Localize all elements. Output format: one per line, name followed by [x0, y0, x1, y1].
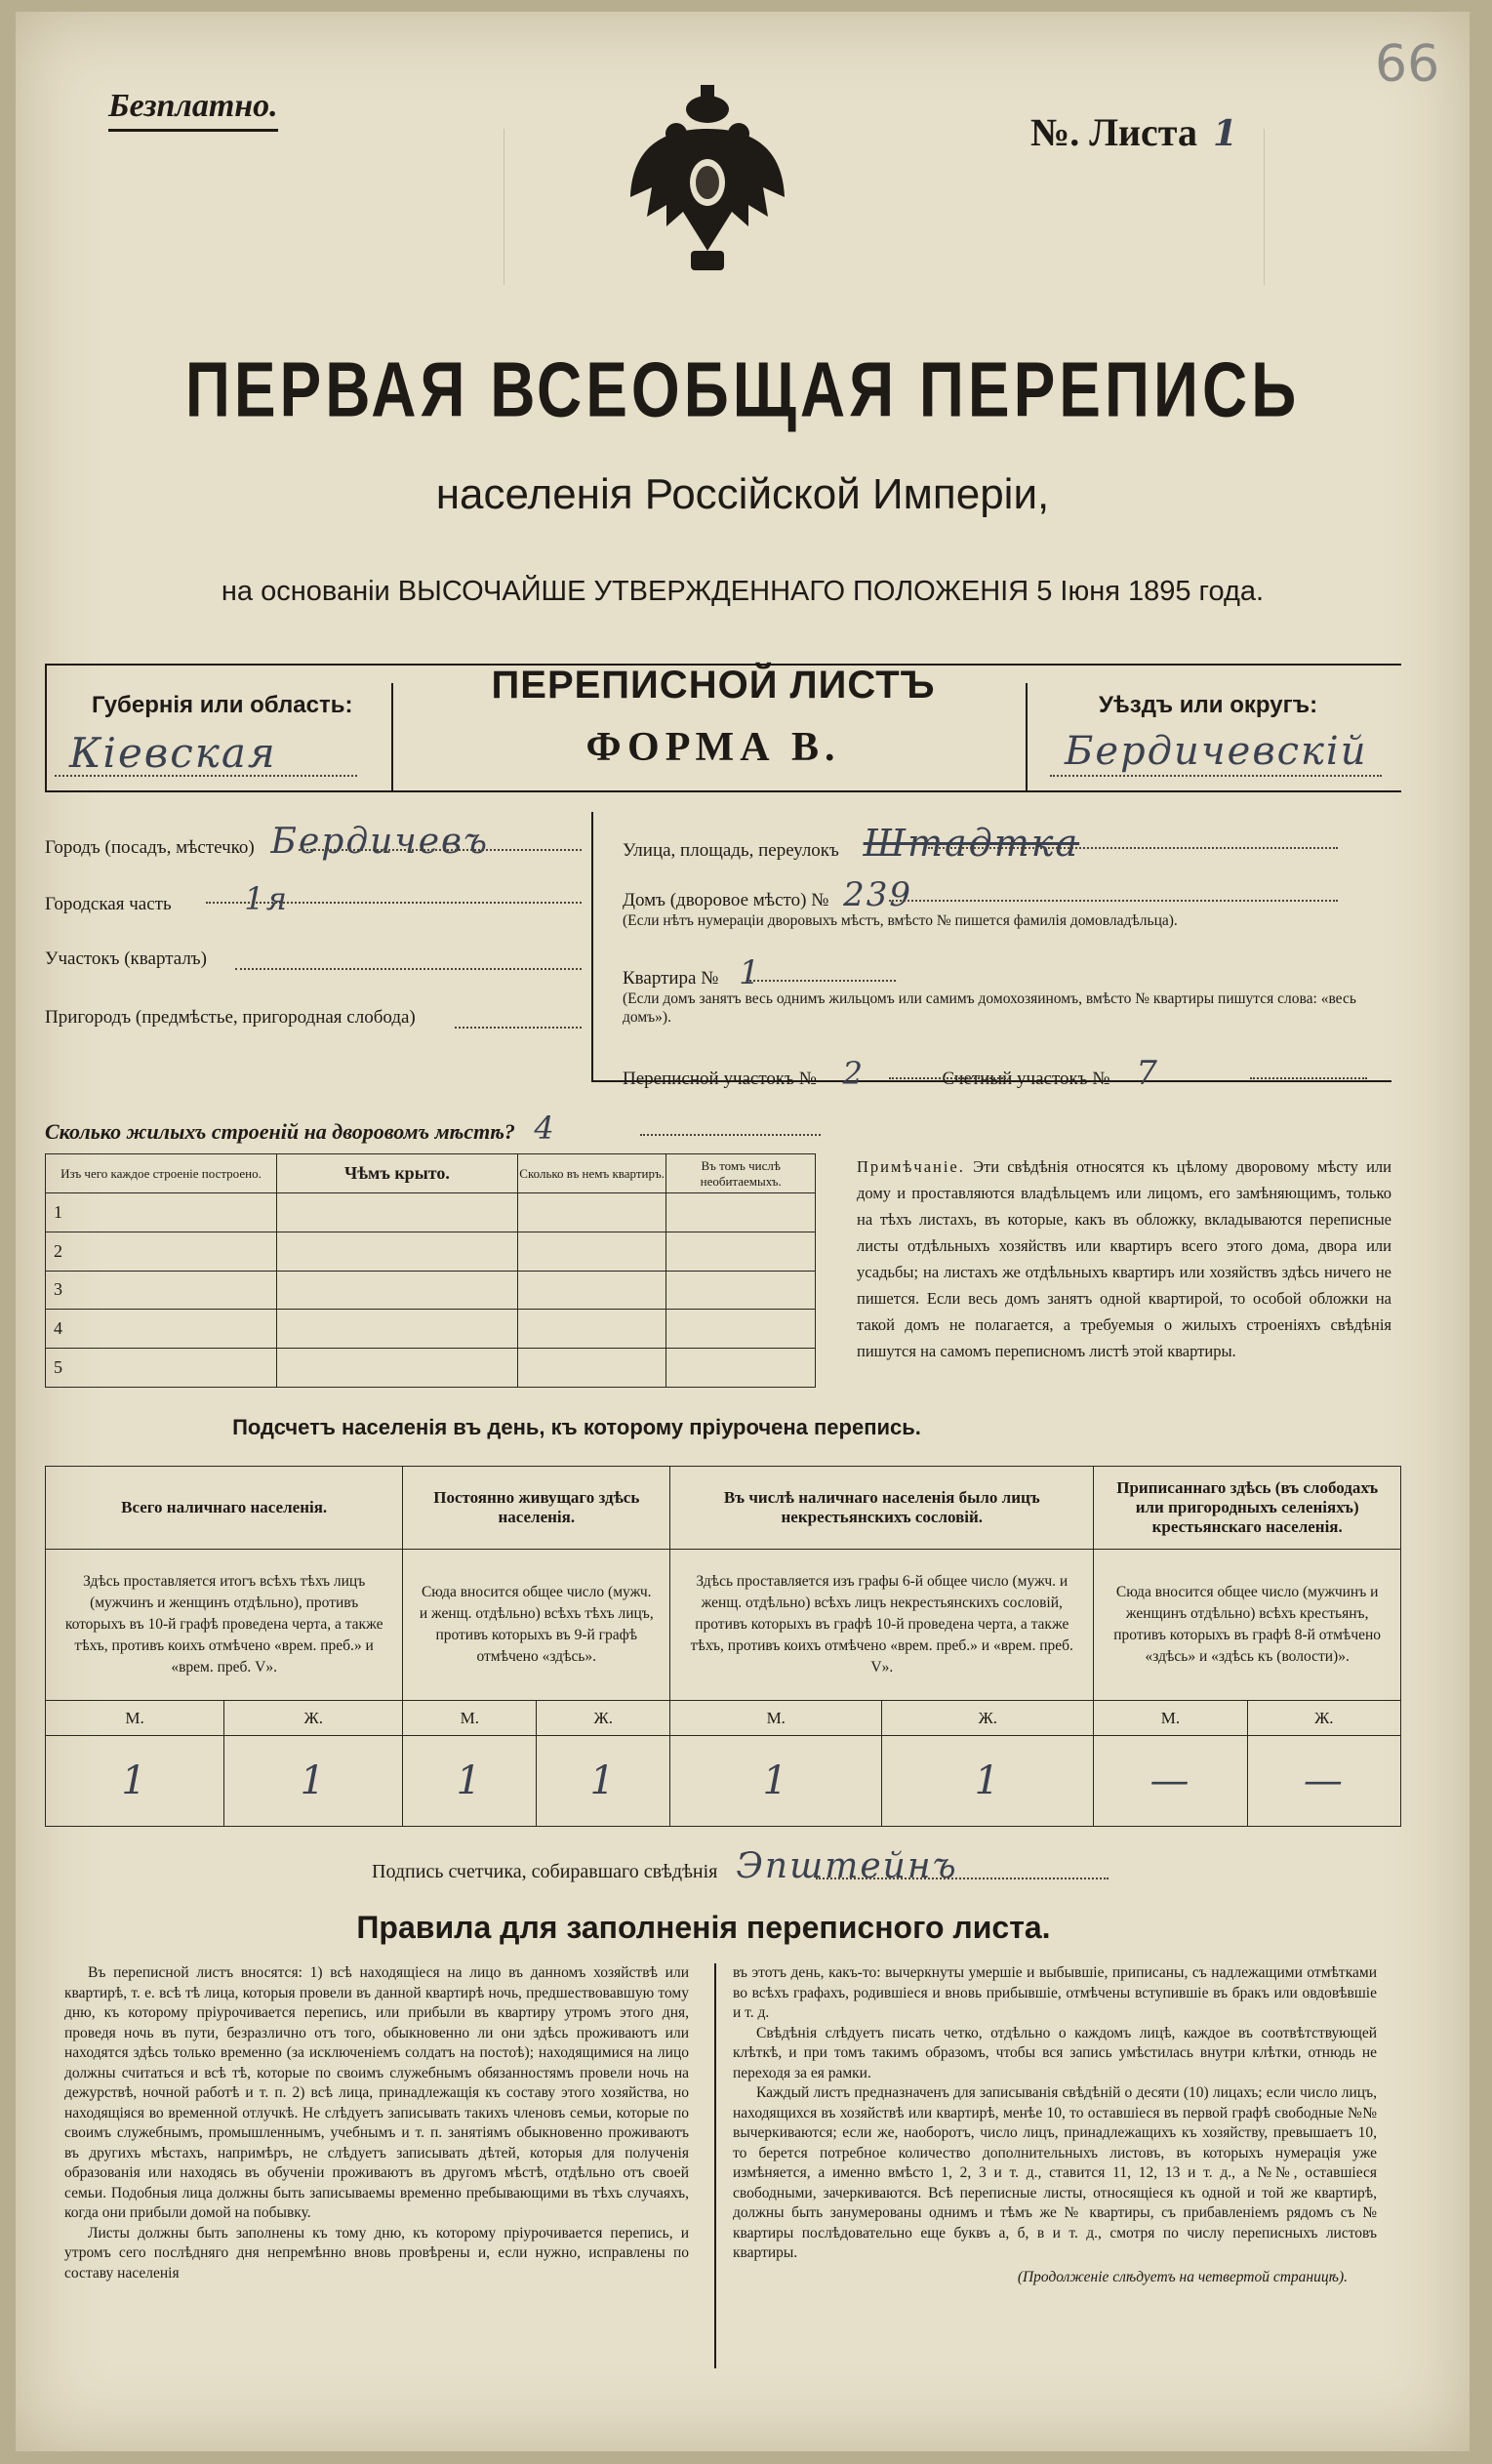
sheet-number-value: 1 — [1212, 113, 1239, 154]
apartment-value: 1 — [739, 953, 762, 992]
count-m-value: 1 — [46, 1736, 224, 1827]
dotted-line — [889, 900, 1338, 902]
divider — [391, 683, 393, 790]
buildings-question — [45, 1110, 556, 1147]
precinct-label: Участокъ (кварталъ) — [45, 949, 207, 969]
count-m-label: М. — [403, 1701, 537, 1736]
rules-paragraph: Листы должны быть заполнены къ тому дню, къ которому пріурочивается перепись, и утромъ сего послѣдняго дня непремѣнно вновь провѣрены и, если нужно, исправлены по составу населенія — [64, 2224, 689, 2282]
apartment-label: Квартира № — [623, 968, 719, 989]
apartment-field — [623, 953, 762, 992]
uezd-label: Уѣздъ или округъ: — [1099, 692, 1318, 718]
dotted-line — [889, 1077, 1006, 1079]
pencil-page-number: 66 — [1375, 35, 1440, 94]
census-district-value: 2 — [842, 1055, 865, 1092]
counting-district-value: 7 — [1136, 1054, 1159, 1093]
signature-label: Подпись счетчика, собиравшаго свѣдѣнія — [372, 1861, 718, 1882]
district-value: 1я — [244, 880, 289, 917]
rules-title: Правила для заполненія переписного листа. — [356, 1910, 1051, 1945]
count-f-value: 1 — [882, 1736, 1094, 1827]
count-m-value: 1 — [670, 1736, 882, 1827]
count-f-label: Ж. — [882, 1701, 1094, 1736]
count-m-label: М. — [1094, 1701, 1247, 1736]
divider — [55, 775, 357, 777]
divider — [591, 812, 593, 1080]
count-col-header: Постоянно живущаго здѣсь населенія. — [403, 1467, 670, 1550]
house-label: Домъ (дворовое мѣсто) № — [623, 890, 829, 910]
row-number: 1 — [46, 1193, 277, 1232]
dotted-line — [206, 902, 582, 904]
house-value: 239 — [843, 875, 912, 914]
rules-paragraph: Каждый листъ предназначенъ для записыванія свѣдѣній о десяти (10) лицахъ; если число лицъ, находящихся въ хозяйствѣ или квартирѣ, менѣе 10, то оставшіеся въ первой графѣ свободные №№ вычеркиваются; если же, наоборотъ, число лицъ, принадлежащихъ къ хозяйству, превышаетъ 10, то берется потребное количество дополнительныхъ листовъ, въ которыхъ нумерація уже измѣняется, а именно вмѣсто 1, 2, 3 и т. д., ставится 11, 12, 13 и т. д., а №№, оставшіеся свободными, зачеркиваются. Всѣ переписные листы, относящіеся къ одной и той же квартирѣ, должны быть занумерованы однимъ и тѣмъ же № квартиры, съ прибавленіемъ рядомъ съ № квартиры послѣдовательно еще буквъ а, б, в и т. д., смотря по числу переписныхъ листовъ квартиры. — [733, 2084, 1377, 2261]
count-m-label: М. — [46, 1701, 224, 1736]
main-title: ПЕРВАЯ ВСЕОБЩАЯ ПЕРЕПИСЬ — [184, 345, 1301, 433]
note-text: Эти свѣдѣнія относятся къ цѣлому дворовому мѣсту или дому и проставляются владѣльцемъ или лицомъ, его замѣняющимъ, только на тѣхъ листахъ, въ которые, какъ въ обложку, вкладываются переписные листы отдѣльныхъ хозяйствъ или квартиръ всего этого дома, двора или усадьбы; на листахъ же отдѣльныхъ квартиръ или хозяйствъ здѣсь ничего не пишется. Если весь домъ занятъ одной квартирой, то особой обложки на такой домъ не полагается, а требуемыя о жилыхъ строеніяхъ свѣдѣнія пишутся на самомъ переписномъ листѣ этой квартиры. — [857, 1157, 1391, 1360]
count-col-desc: Сюда вносится общее число (мужч. и женщ. отдѣльно) всѣхъ тѣхъ лицъ, противъ которыхъ въ 9-й графѣ отмѣчено «здѣсь». — [403, 1550, 670, 1701]
dotted-line — [749, 980, 896, 982]
count-f-label: Ж. — [224, 1701, 403, 1736]
count-col-desc: Здѣсь проставляется изъ графы 6-й общее число (мужч. и женщ. отдѣльно) всѣхъ лицъ некрестьянскихъ сословій, противъ которыхъ въ графѣ 10-й проведена черта, а также тѣхъ, противъ коихъ отмѣчено «врем. преб.» и «врем. преб. V». — [670, 1550, 1094, 1701]
count-m-value: 1 — [403, 1736, 537, 1827]
count-f-label: Ж. — [1247, 1701, 1400, 1736]
dotted-line — [299, 849, 582, 851]
legal-basis: на основаніи ВЫСОЧАЙШЕ УТВЕРЖДЕННАГО ПОЛОЖЕНІЯ 5 Іюня 1895 года. — [221, 576, 1265, 607]
district-field — [45, 880, 289, 917]
census-district-label: Переписной участокъ № — [623, 1069, 817, 1089]
form-name: ФОРМА В. — [585, 725, 841, 770]
rules-paragraph: Въ переписной листъ вносятся: 1) всѣ находящіеся на лицо въ данномъ хозяйствѣ или квартирѣ, т. е. всѣ тѣ лица, которыя провели въ данной квартирѣ ночь, предшествовавшую тому дню, къ которому пріурочивается перепись, или прибыли въ квартиру утромъ этого дня, проведя ночь въ пути, безразлично отъ того, обыкновенно ли они здѣсь проживаютъ или находятся здѣсь только временно (за исключеніемъ солдатъ на постоѣ); находящимися на лицо должны считаться и всѣ тѣ, которые по своимъ служебнымъ обязанностямъ провели ночь на дежурствѣ, ночной работѣ и т. п. 2) всѣ лица, принадлежащія къ составу этого хозяйства, но находящіяся во временной отлучкѣ. Не слѣдуетъ записывать такихъ членовъ семьи, которые по своимъ служебнымъ, промышленнымъ, учебнымъ и т. п. занятіямъ обыкновенно проживаютъ въ другихъ мѣстахъ, напримѣръ, не слѣдуетъ записывать дѣтей, которыя для полученія образованія или находясь въ обученіи проживаютъ въ другомъ мѣстѣ, отдѣльно отъ своей семьи. Подобныя лица должны быть записываемы временно пребывающими въ тѣхъ случаяхъ, когда они прибыли домой на побывку. — [64, 1964, 689, 2221]
apartment-note: (Если домъ занятъ весь однимъ жильцомъ или самимъ домохозяиномъ, вмѣсто № квартиры пишутся слова: «весь домъ»). — [623, 990, 1356, 1026]
buildings-table — [45, 1153, 816, 1388]
count-col-header: Всего наличнаго населенія. — [46, 1467, 403, 1550]
count-col-header: Въ числѣ наличнаго населенія было лицъ некрестьянскихъ сословій. — [670, 1467, 1094, 1550]
rules-paragraph: въ этотъ день, какъ-то: вычеркнуты умершіе и выбывшіе, приписаны, съ надлежащими отмѣтками во всѣхъ графахъ, родившіеся и вновь прибывшіе, отмѣчены вступившіе въ бракъ или овдовѣвшіе и т. д. — [733, 1964, 1377, 2021]
rules-left-column — [64, 1963, 689, 2283]
divider — [1026, 683, 1028, 790]
dotted-line — [455, 1027, 582, 1029]
rules-paragraph: Свѣдѣнія слѣдуетъ писать четко, отдѣльно о каждомъ лицѣ, каждое въ соотвѣтствующей клѣткѣ, и при томъ такимъ образомъ, чтобы вся запись умѣстилась внутри клѣтки, отнюдь не переходя за ея рамки. — [733, 2024, 1377, 2081]
dotted-line — [928, 847, 1338, 849]
divider — [45, 790, 1401, 792]
city-value: Бердичевъ — [270, 822, 489, 862]
divider — [1050, 775, 1382, 777]
note-title: Примѣчаніе. — [857, 1157, 965, 1176]
buildings-question-label: Сколько жилыхъ строеній на дворовомъ мѣстѣ? — [45, 1119, 515, 1144]
row-number: 2 — [46, 1232, 277, 1271]
note — [857, 1153, 1391, 1364]
col-header: Чѣмъ крыто. — [277, 1154, 518, 1193]
rules-continued: (Продолженіе слѣдуетъ на четвертой страницѣ). — [1017, 2268, 1348, 2285]
rules-right-column — [733, 1963, 1377, 2287]
counting-district-label: Счетный участокъ № — [942, 1069, 1110, 1089]
double-headed-eagle-icon — [623, 80, 793, 275]
census-district-field — [623, 1054, 1159, 1093]
dotted-line — [640, 1134, 821, 1136]
uezd-value: Бердичевскій — [1065, 729, 1368, 774]
row-number: 4 — [46, 1310, 277, 1349]
col-header: Сколько въ немъ квартиръ. — [517, 1154, 665, 1193]
census-sheet — [16, 12, 1470, 2451]
dotted-line — [816, 1878, 1109, 1879]
col-header: Изъ чего каждое строеніе построено. — [46, 1154, 277, 1193]
count-f-label: Ж. — [537, 1701, 670, 1736]
guberniya-value: Кіевская — [69, 729, 277, 777]
row-number: 3 — [46, 1271, 277, 1310]
sheet-number — [1030, 109, 1239, 155]
count-f-value: 1 — [224, 1736, 403, 1827]
count-m-label: М. — [670, 1701, 882, 1736]
city-label: Городъ (посадъ, мѣстечко) — [45, 837, 255, 858]
guberniya-label: Губернія или область: — [92, 692, 353, 718]
count-title: Подсчетъ населенія въ день, къ которому пріурочена перепись. — [232, 1415, 921, 1439]
buildings-answer: 4 — [534, 1110, 556, 1147]
city-field — [45, 822, 489, 862]
dotted-line — [1250, 1077, 1367, 1079]
signature-field — [372, 1846, 958, 1886]
count-f-value: 1 — [537, 1736, 670, 1827]
count-col-header: Приписаннаго здѣсь (въ слободахъ или пригородныхъ селеніяхъ) крестьянскаго населенія. — [1094, 1467, 1401, 1550]
district-label: Городская часть — [45, 894, 172, 914]
count-m-value: — — [1094, 1736, 1247, 1827]
suburb-label: Пригородъ (предмѣстье, пригородная слобода) — [45, 1007, 416, 1028]
subtitle: населенія Россійской Имперіи, — [435, 470, 1050, 518]
street-label: Улица, площадь, переулокъ — [623, 840, 839, 861]
house-field — [623, 875, 912, 914]
free-label: Безплатно. — [108, 88, 278, 132]
street-field — [623, 822, 1079, 865]
row-number: 5 — [46, 1349, 277, 1388]
count-f-value: — — [1247, 1736, 1400, 1827]
divider — [45, 664, 47, 790]
count-col-desc: Сюда вносится общее число (мужчинъ и женщинъ отдѣльно) всѣхъ крестьянъ, противъ которыхъ въ графѣ 8-й отмѣчено «здѣсь» и «здѣсь къ (волости)». — [1094, 1550, 1401, 1701]
count-table — [45, 1466, 1401, 1827]
dotted-line — [235, 968, 582, 970]
sheet-number-label: №. Листа — [1030, 110, 1197, 154]
street-value: Штадтка — [863, 822, 1080, 865]
divider — [714, 1963, 716, 2368]
form-title: ПЕРЕПИСНОЙ ЛИСТЪ — [491, 664, 936, 707]
signature-value: Эпштейнъ — [736, 1846, 958, 1886]
count-col-desc: Здѣсь проставляется итогъ всѣхъ тѣхъ лицъ (мужчинъ и женщинъ отдѣльно), противъ которыхъ въ 10-й графѣ проведена черта, а также тѣхъ, противъ коихъ отмѣчено «врем. преб.» и «врем. преб. V». — [46, 1550, 403, 1701]
col-header: Въ томъ числѣ необитаемыхъ. — [666, 1154, 816, 1193]
house-note: (Если нѣтъ нумераціи дворовыхъ мѣстъ, вмѣсто № пишется фамилія домовладѣльца). — [623, 912, 1178, 929]
